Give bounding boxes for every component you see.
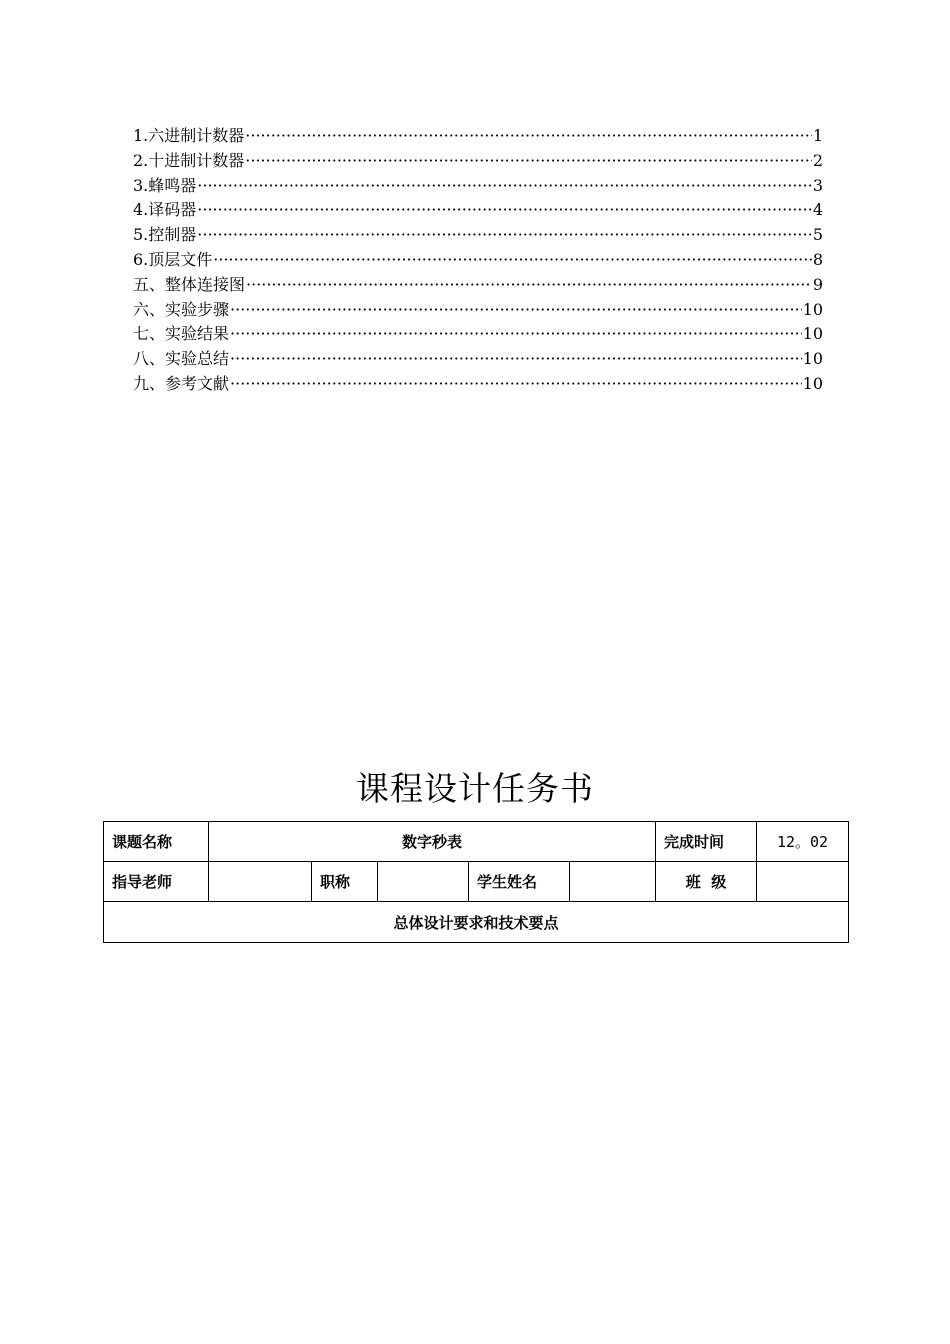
toc-item[interactable] xyxy=(133,174,823,199)
table-row xyxy=(104,902,849,943)
toc-item-page: 10 xyxy=(802,373,823,393)
rank-value[interactable] xyxy=(378,862,469,902)
advisor-value[interactable] xyxy=(209,862,312,902)
toc-leader-dots xyxy=(245,149,812,174)
toc-item[interactable] xyxy=(133,248,823,273)
toc-leader-dots xyxy=(230,372,802,397)
toc-leader-dots xyxy=(230,322,802,347)
toc-item-page: 5 xyxy=(812,225,823,245)
toc-item-label: 七、实验结果 xyxy=(133,324,230,344)
toc-item-label: 八、实验总结 xyxy=(133,349,230,369)
done-time-value[interactable]: 12。02 xyxy=(757,822,849,862)
task-sheet-title: 课程设计任务书 xyxy=(356,769,594,808)
toc-item[interactable] xyxy=(133,273,823,298)
toc-item-page: 10 xyxy=(802,349,823,369)
toc-item-page: 10 xyxy=(802,299,823,319)
toc-item-page: 1 xyxy=(812,126,823,145)
toc-leader-dots xyxy=(230,298,802,323)
toc-item-label: 六、实验步骤 xyxy=(133,299,230,319)
toc-item-page: 2 xyxy=(812,150,823,170)
toc-item-page: 4 xyxy=(812,200,823,220)
done-time-label: 完成时间 xyxy=(656,822,757,862)
toc-leader-dots xyxy=(197,198,812,223)
toc-leader-dots xyxy=(197,223,812,248)
toc-item-label: 1.六进制计数器 xyxy=(133,126,245,145)
toc-item[interactable] xyxy=(133,298,823,323)
toc-item-label: 5.控制器 xyxy=(133,225,197,245)
toc-item-page: 3 xyxy=(812,175,823,195)
table-row xyxy=(104,862,849,902)
toc-item-page: 10 xyxy=(802,324,823,344)
requirements-header: 总体设计要求和技术要点 xyxy=(104,902,849,943)
toc-item-page: 9 xyxy=(812,274,823,294)
class-label: 班 级 xyxy=(656,862,757,902)
toc-item[interactable] xyxy=(133,322,823,347)
toc-item-label: 4.译码器 xyxy=(133,200,197,220)
advisor-label: 指导老师 xyxy=(104,862,209,902)
toc-item-label: 6.顶层文件 xyxy=(133,249,213,269)
topic-label: 课题名称 xyxy=(104,822,209,862)
rank-label: 职称 xyxy=(312,862,378,902)
toc-item-page: 8 xyxy=(812,249,823,269)
table-row xyxy=(104,822,849,862)
toc-item[interactable] xyxy=(133,198,823,223)
toc-leader-dots xyxy=(246,273,812,298)
toc-item-label: 五、整体连接图 xyxy=(133,274,246,294)
toc-item[interactable] xyxy=(133,372,823,397)
table-of-contents xyxy=(133,124,823,397)
toc-leader-dots xyxy=(213,248,812,273)
toc-item[interactable] xyxy=(133,347,823,372)
toc-item[interactable] xyxy=(133,223,823,248)
toc-item-label: 2.十进制计数器 xyxy=(133,150,245,170)
toc-item[interactable] xyxy=(133,149,823,174)
topic-value[interactable]: 数字秒表 xyxy=(209,822,656,862)
toc-item[interactable] xyxy=(133,124,823,149)
toc-leader-dots xyxy=(230,347,802,372)
toc-item-label: 3.蜂鸣器 xyxy=(133,175,197,195)
class-value[interactable] xyxy=(757,862,849,902)
student-label: 学生姓名 xyxy=(469,862,570,902)
toc-leader-dots xyxy=(245,124,812,149)
toc-leader-dots xyxy=(197,174,812,199)
student-value[interactable] xyxy=(570,862,656,902)
task-sheet-table xyxy=(103,821,849,943)
toc-item-label: 九、参考文献 xyxy=(133,373,230,393)
